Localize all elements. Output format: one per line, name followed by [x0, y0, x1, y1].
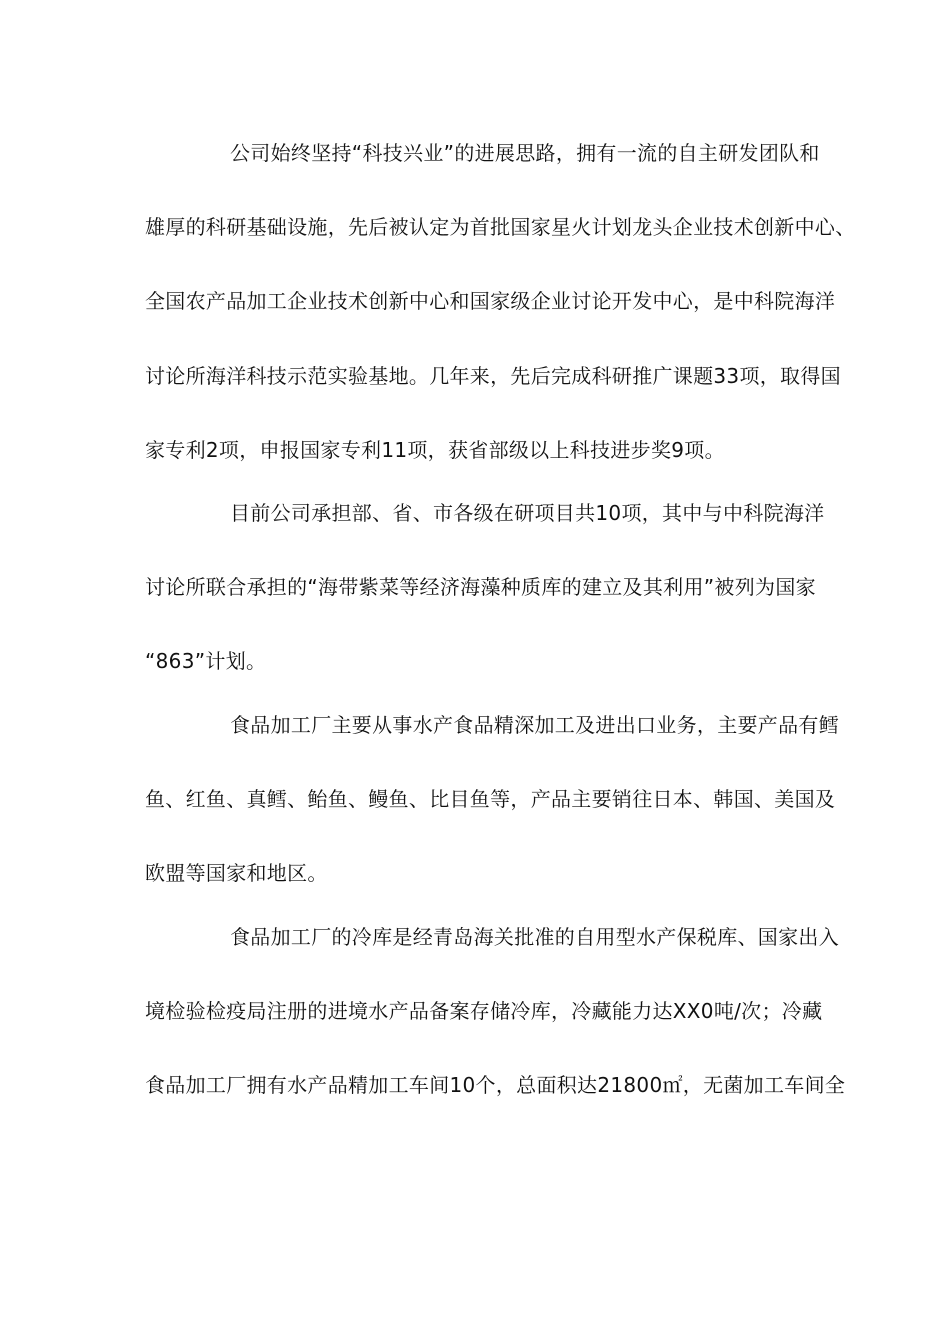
text-line: “863”计划。: [145, 649, 267, 673]
text-line: 讨论所海洋科技示范实验基地。几年来，先后完成科研推广课题33项，取得国: [145, 364, 841, 388]
text-line: 境检验检疫局注册的进境水产品备案存储冷库，冷藏能力达XX0吨/次；冷藏: [145, 999, 823, 1023]
text-line: 目前公司承担部、省、市各级在研项目共10项，其中与中科院海洋: [230, 501, 825, 525]
text-line: 家专利2项，申报国家专利11项，获省部级以上科技进步奖9项。: [145, 438, 725, 462]
text-line: 食品加工厂主要从事水产食品精深加工及进出口业务，主要产品有鳕: [230, 713, 839, 737]
text-line: 食品加工厂拥有水产品精加工车间10个，总面积达21800㎡，无菌加工车间全: [145, 1073, 846, 1097]
text-line: 食品加工厂的冷库是经青岛海关批准的自用型水产保税库、国家出入: [230, 925, 839, 949]
text-line: 欧盟等国家和地区。: [145, 861, 328, 885]
text-line: 鱼、红鱼、真鳕、鲐鱼、鳗鱼、比目鱼等，产品主要销往日本、韩国、美国及: [145, 787, 836, 811]
text-line: 公司始终坚持“科技兴业”的进展思路，拥有一流的自主研发团队和: [230, 141, 820, 165]
text-line: 全国农产品加工企业技术创新中心和国家级企业讨论开发中心，是中科院海洋: [145, 289, 836, 313]
text-line: 讨论所联合承担的“海带紫菜等经济海藻种质库的建立及其利用”被列为国家: [145, 575, 816, 599]
text-line: 雄厚的科研基础设施，先后被认定为首批国家星火计划龙头企业技术创新中心、: [145, 215, 856, 239]
